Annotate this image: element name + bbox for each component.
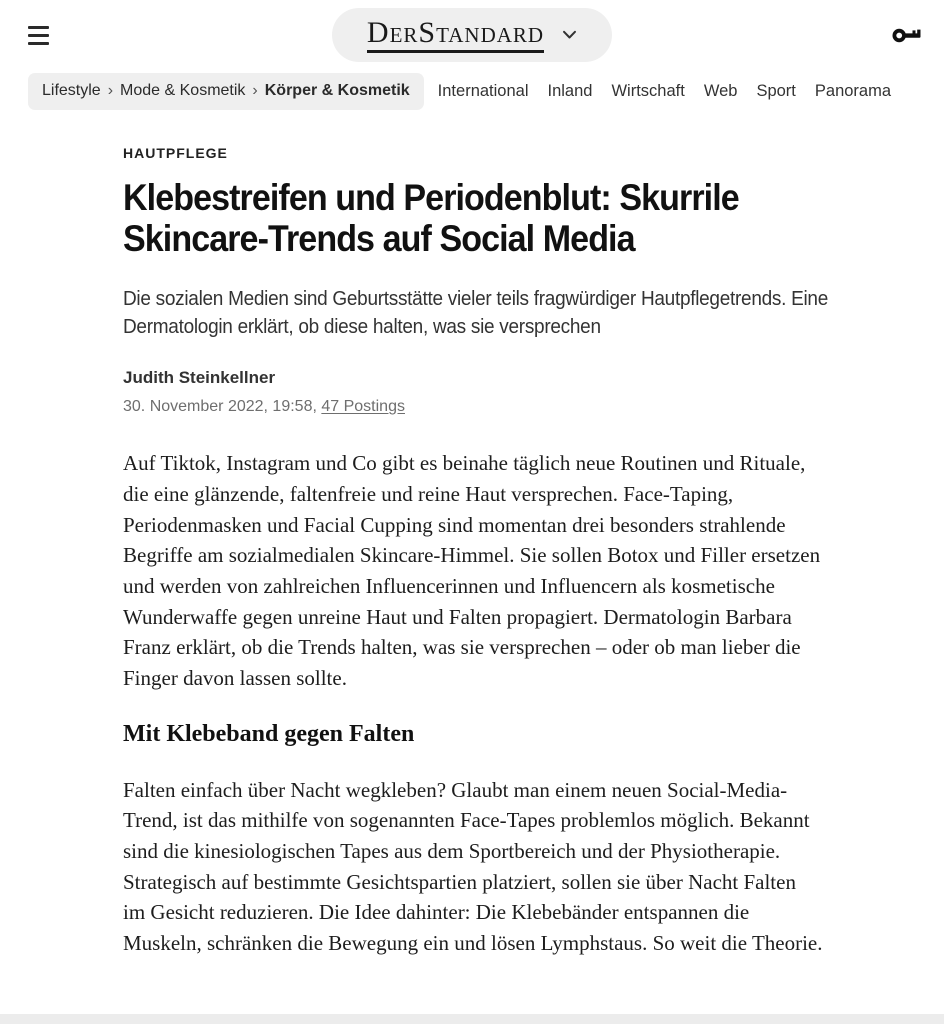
article-paragraph: Auf Tiktok, Instagram und Co gibt es beinahe täglich neue Routinen und Rituale, die eine glänzende, faltenfreie und reine Haut versprechen. Face-Taping, Periodenmasken und Facial Cupping sind momentan drei besonders strahlende Begriffe am sozialmedialen Skincare-Himmel. Sie sollen Botox und Filler ersetzen und werden von zahlreichen Influencerinnen und Influencern als kosmetische Wunderwaffe gegen unreine Haut und Falten propagiert. Dermatologin Barbara Franz erklärt, ob die Trends halten, was sie versprechen – oder ob man lieber die Finger davon lassen sollte.: [123, 451, 821, 690]
breadcrumb-row: [0, 70, 944, 112]
section-nav: [438, 82, 910, 101]
chevron-down-icon: [562, 30, 577, 40]
nav-wirtschaft[interactable]: Wirtschaft: [611, 81, 685, 100]
logo-pill[interactable]: [332, 8, 612, 62]
section-heading: Mit Klebeband gegen Falten: [123, 720, 415, 747]
postings-link[interactable]: 47 Postings: [321, 398, 405, 416]
nav-international[interactable]: International: [437, 81, 529, 100]
breadcrumb-separator-icon: ›: [252, 82, 258, 99]
breadcrumb-mode-kosmetik[interactable]: Mode & Kosmetik: [120, 82, 246, 99]
article-subtitle: Die sozialen Medien sind Geburtsstätte vieler teils fragwürdiger Hautpflegetrends. Eine Dermatologin erklärt, ob diese halten, was sie versprechen: [123, 288, 828, 339]
breadcrumb: [28, 73, 424, 110]
author-name[interactable]: Judith Steinkellner: [123, 368, 276, 388]
key-icon: [892, 25, 922, 46]
article-title: Klebestreifen und Periodenblut: Skurrile Skincare-Trends auf Social Media: [123, 177, 739, 259]
article-meta: [123, 397, 944, 417]
article-kicker: HAUTPFLEGE: [123, 145, 228, 161]
login-key-button[interactable]: [892, 25, 922, 46]
article-paragraph: Falten einfach über Nacht wegkleben? Glaubt man einem neuen Social-Media-Trend, ist das mithilfe von sogenannten Face-Tapes problemlos möglich. Bekannt sind die kinesiologischen Tapes aus dem Sportbereich und der Physiotherapie. Strategisch auf bestimmte Gesichtspartien platziert, sollen sie über Nacht Falten im Gesicht reduzieren. Die Idee dahinter: Die Klebebänder entspannen die Muskeln, schränken die Bewegung ein und lösen Lymphstaus. So weit die Theorie.: [123, 777, 823, 955]
nav-panorama[interactable]: Panorama: [814, 81, 892, 100]
nav-web[interactable]: Web: [703, 81, 738, 100]
breadcrumb-koerper-kosmetik[interactable]: Körper & Kosmetik: [264, 82, 410, 99]
article: [123, 112, 944, 959]
bottom-strip: [0, 1014, 944, 1024]
top-header: [0, 0, 944, 70]
nav-inland[interactable]: Inland: [547, 81, 593, 100]
breadcrumb-separator-icon: ›: [107, 82, 114, 99]
menu-button[interactable]: [28, 22, 49, 49]
breadcrumb-lifestyle[interactable]: Lifestyle: [42, 82, 101, 99]
derstandard-logo[interactable]: DerStandard: [367, 17, 544, 53]
publish-date: 30. November 2022, 19:58,: [123, 398, 317, 416]
nav-sport[interactable]: Sport: [756, 81, 796, 100]
